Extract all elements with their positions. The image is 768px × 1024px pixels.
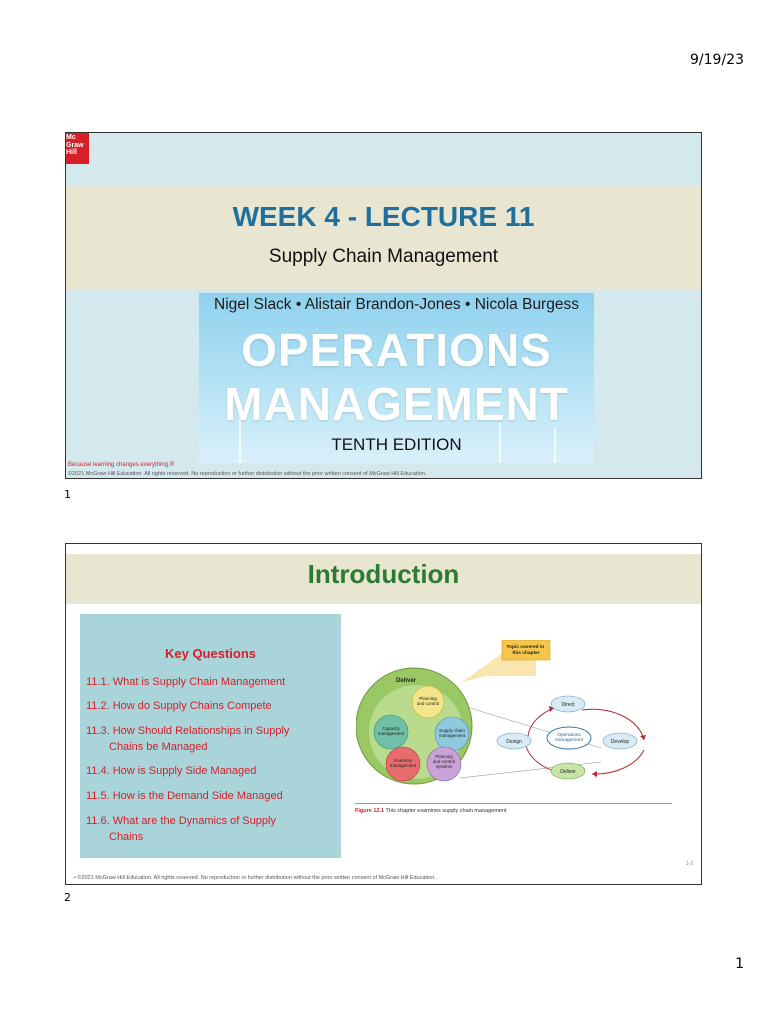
direct-label: Direct (561, 702, 575, 708)
key-question-item: 11.5. How is the Demand Side Managed (86, 790, 283, 802)
slide-title: WEEK 4 - LECTURE 11 (232, 201, 535, 232)
slide-1 (65, 132, 702, 479)
planning-systems-label: Planning and control systems (432, 754, 456, 769)
mcgraw-hill-logo: Mc Graw Hill (65, 132, 89, 164)
key-question-item: 11.2. How do Supply Chains Compete (86, 700, 272, 712)
slide-subtitle: Supply Chain Management (268, 246, 499, 267)
book-title-line2: MANAGEMENT (224, 378, 569, 430)
tagline: Because learning changes everything.® (68, 462, 175, 468)
capacity-label: Capacity management (377, 726, 405, 736)
figure-divider (355, 803, 672, 804)
supply-chain-label: Supply chain management (438, 728, 466, 738)
arrow-head (592, 771, 597, 777)
develop-label: Develop (610, 739, 630, 745)
key-question-item: 11.6. What are the Dynamics of Supply Chains (86, 815, 276, 843)
slide-title: Introduction (307, 559, 460, 589)
key-question-item: 11.4. How is Supply Side Managed (86, 765, 257, 777)
slide-2 (65, 543, 702, 885)
operations-management-label: Operations management (555, 733, 583, 743)
arrow-head (640, 735, 646, 740)
key-questions-box (80, 614, 341, 858)
supply-chain-diagram (356, 640, 686, 815)
deliver-node-label: Deliver (560, 769, 576, 775)
book-title-line1: OPERATIONS (241, 324, 552, 376)
planning-control-label: Planning and control (416, 696, 440, 706)
inventory-label: Inventory management (389, 758, 417, 768)
figure-caption: Figure 12.1 This chapter examines supply chain management (355, 808, 507, 814)
key-questions-heading: Key Questions (164, 646, 257, 661)
copyright-notice: • ©2021 McGraw Hill Education. All rights reserved. No reproduction or further distribution without the prior written consent of McGraw Hill Education. (74, 875, 436, 881)
design-label: Design (506, 739, 522, 745)
book-edition: TENTH EDITION (331, 435, 462, 454)
key-question-item: 11.1. What is Supply Chain Management (86, 676, 286, 688)
key-question-item: 11.3. How Should Relationships in Supply Chains be Managed (86, 725, 290, 753)
callout-box (502, 640, 550, 660)
slide-number: 2 (64, 891, 71, 904)
deliver-label: Deliver (396, 678, 417, 684)
book-authors: Nigel Slack • Alistair Brandon-Jones • Nicola Burgess (214, 296, 579, 313)
page-date: 9/19/23 (690, 52, 744, 68)
slide-number: 1 (64, 488, 71, 501)
slide-id: 1-2 (685, 861, 693, 867)
page-number: 1 (735, 956, 744, 972)
book-cover (199, 293, 594, 463)
callout-text: Topic covered in this chapter (506, 645, 545, 656)
copyright-notice: ©2021 McGraw Hill Education. All rights reserved. No reproduction or further distribution without the prior written consent of McGraw Hill Education. (68, 471, 427, 477)
